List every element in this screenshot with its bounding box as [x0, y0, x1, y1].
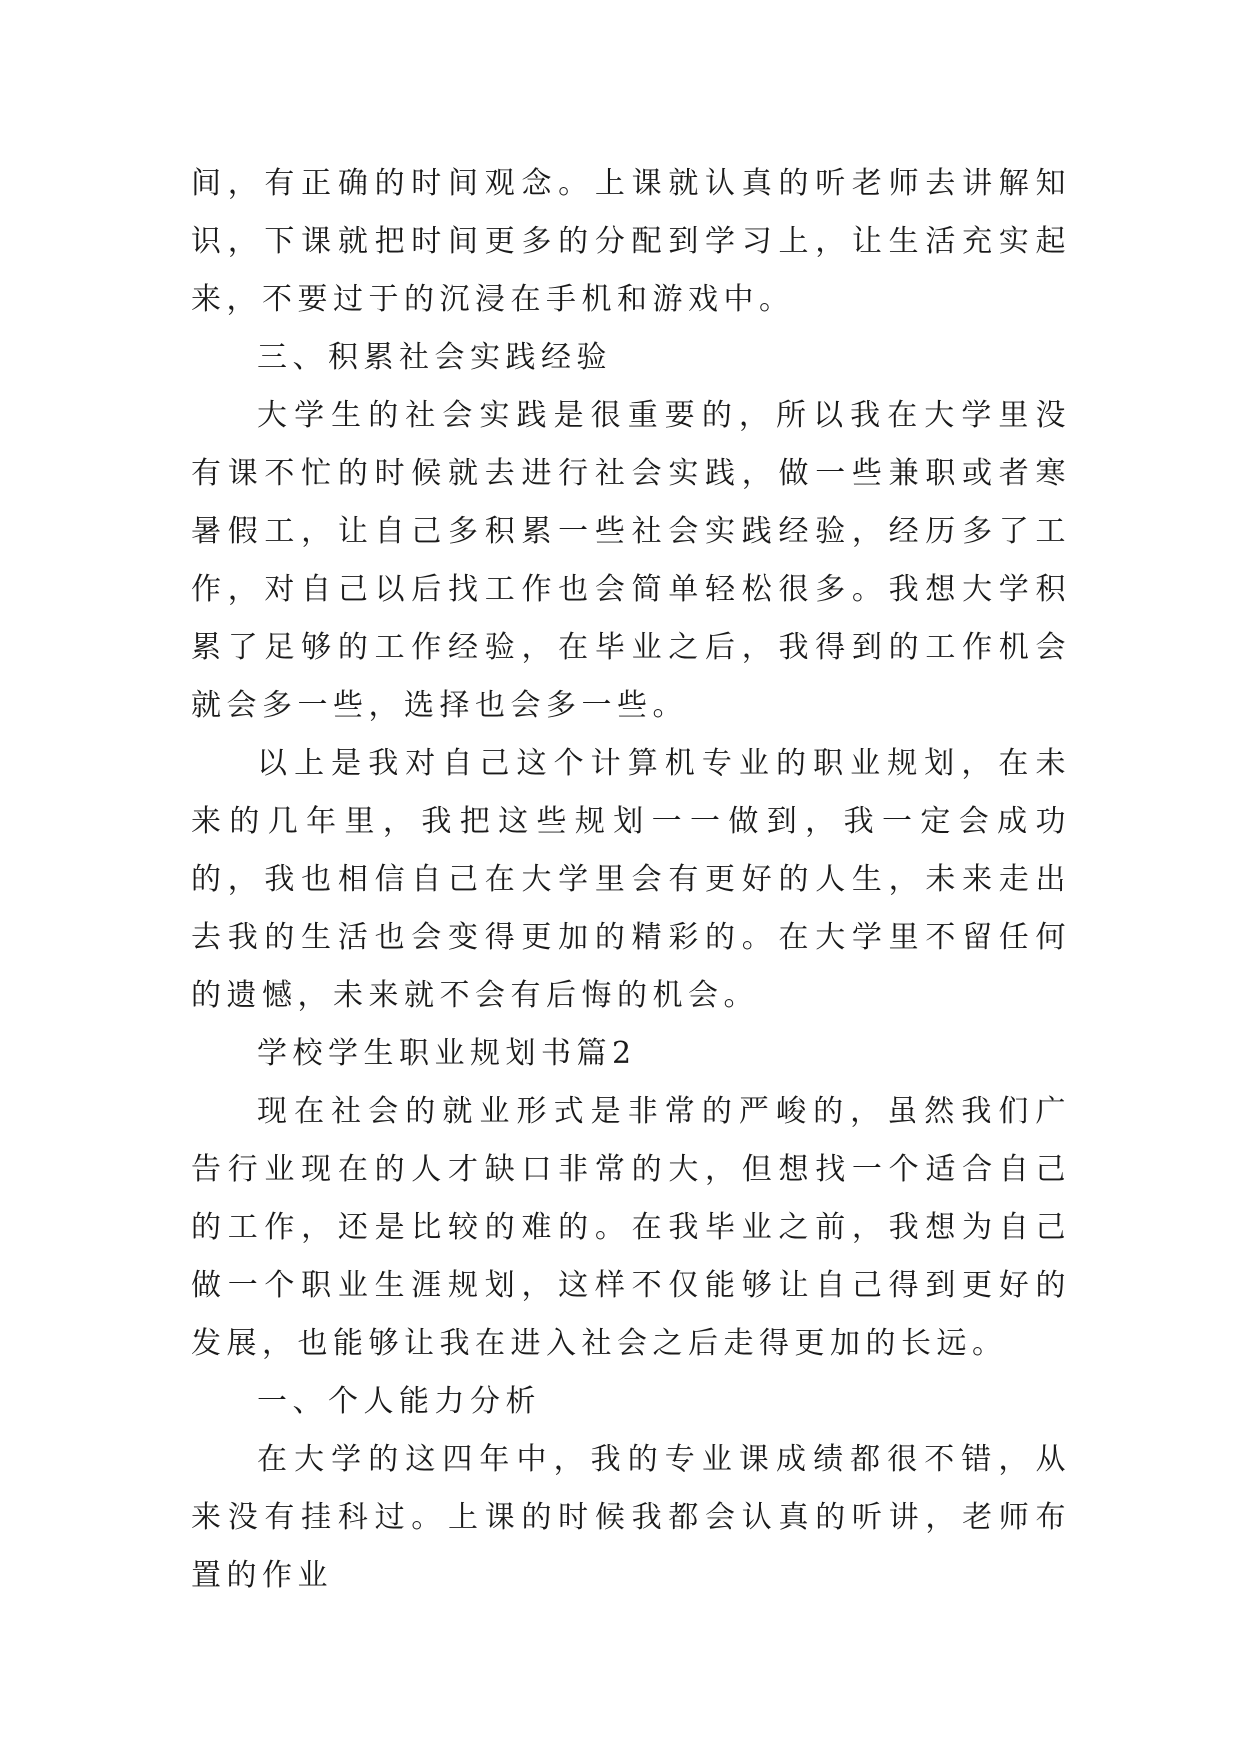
document-page [191, 155, 1071, 1605]
section-heading-social-practice: 三、积累社会实践经验 [257, 340, 612, 375]
paragraph-conclusion: 以上是我对自己这个计算机专业的职业规划，在未来的几年里，我把这些规划一一做到，我一定会成功的，我也相信自己在大学里会有更好的人生，未来走出去我的生活也会变得更加的精彩的。在大学里不留任何的遗憾，未来就不会有后悔的机会。 [191, 746, 1071, 1013]
section-heading-ability-analysis: 一、个人能力分析 [257, 1384, 541, 1419]
article-title-part-2: 学校学生职业规划书篇2 [257, 1036, 637, 1071]
paragraph-social-practice: 大学生的社会实践是很重要的，所以我在大学里没有课不忙的时候就去进行社会实践，做一些兼职或者寒暑假工，让自己多积累一些社会实践经验，经历多了工作，对自己以后找工作也会简单轻松很多。我想大学积累了足够的工作经验，在毕业之后，我得到的工作机会就会多一些，选择也会多一些。 [191, 398, 1071, 723]
paragraph-continuation: 间，有正确的时间观念。上课就认真的听老师去讲解知识，下课就把时间更多的分配到学习上，让生活充实起来，不要过于的沉浸在手机和游戏中。 [191, 166, 1071, 317]
paragraph-intro-employment: 现在社会的就业形式是非常的严峻的，虽然我们广告行业现在的人才缺口非常的大，但想找一个适合自己的工作，还是比较的难的。在我毕业之前，我想为自己做一个职业生涯规划，这样不仅能够让自己得到更好的发展，也能够让我在进入社会之后走得更加的长远。 [191, 1094, 1071, 1361]
paragraph-ability-analysis: 在大学的这四年中，我的专业课成绩都很不错，从来没有挂科过。上课的时候我都会认真的听讲，老师布置的作业 [191, 1442, 1071, 1593]
